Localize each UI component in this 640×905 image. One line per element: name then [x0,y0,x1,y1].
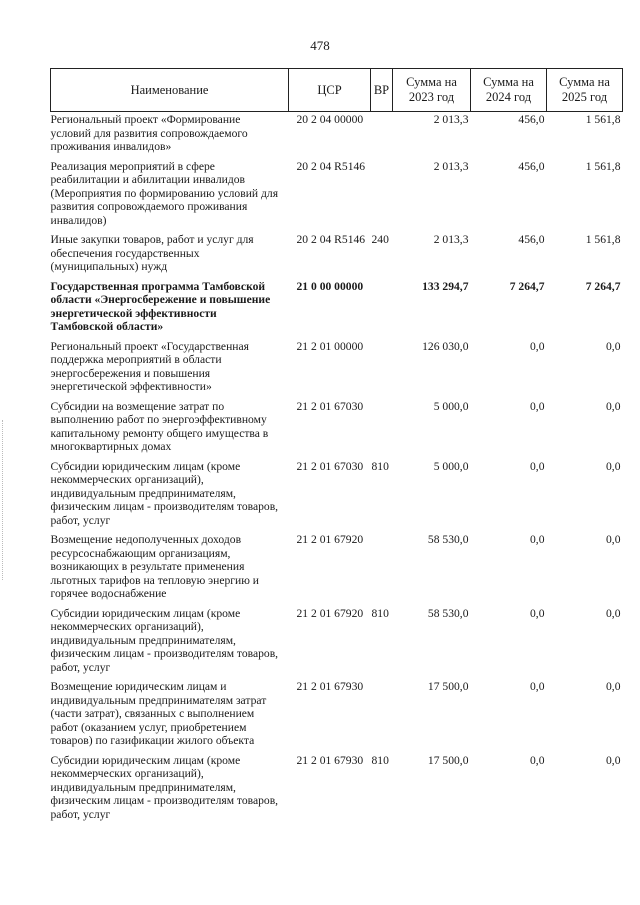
cell-sum-2025: 0,0 [606,753,621,767]
cell-sum-2025: 0,0 [606,680,621,693]
cell-sum-2023: 126 030,0 [422,339,469,353]
cell-sum-2023: 133 294,7 [422,279,469,293]
budget-table [50,68,623,826]
cell-csr: 20 2 04 00000 [296,113,364,126]
cell-name: Субсидии юридическим лицам (кроме некоммерческих организаций), индивидуальным предпринимателям, физическим лицам - производителям товаров, работ, услуг [50,606,279,674]
cell-sum-2025: 1 561,8 [585,159,621,173]
table-header-row [51,69,623,112]
header-sum-2025: Сумма на 2025 год [547,69,623,112]
cell-name: Региональный проект «Формирование условий для развития сопровождаемого проживания инвалидов» [50,113,248,153]
cell-sum-2023: 5 000,0 [433,399,469,413]
cell-name: Возмещение недополученных доходов ресурсоснабжающим организациям, возникающих в результате применения льготных тарифов на тепловую энергию и горячее водоснабжение [50,533,260,600]
table-row [51,279,623,339]
cell-sum-2025: 0,0 [606,339,621,353]
cell-sum-2023: 58 530,0 [427,533,469,546]
cell-sum-2025: 0,0 [606,459,621,473]
cell-name: Возмещение юридическим лицам и индивидуальным предпринимателям затрат (части затрат), связанных с выполнением работ (оказанием услуг, приобретением товаров) по газификации жилого объекта [50,680,267,747]
cell-name: Региональный проект «Государственная поддержка мероприятий в области энергосбережения и повышения энергетической эффективности» [50,339,249,393]
cell-vr: 810 [371,606,389,620]
cell-vr [371,159,393,233]
cell-sum-2023: 2 013,3 [433,159,469,173]
cell-csr: 20 2 04 R5146 [296,233,366,246]
table-row [51,399,623,459]
cell-csr: 21 2 01 67030 [296,459,364,473]
cell-sum-2024: 0,0 [530,680,545,693]
cell-csr: 21 2 01 67920 [296,606,364,620]
table-row [51,159,623,233]
table-row [51,753,623,827]
cell-sum-2024: 456,0 [518,159,545,173]
cell-sum-2024: 0,0 [530,399,545,413]
cell-sum-2025: 1 561,8 [585,113,621,126]
header-sum-2024: Сумма на 2024 год [471,69,547,112]
cell-sum-2025: 0,0 [606,399,621,413]
cell-sum-2024: 0,0 [530,606,545,620]
cell-sum-2023: 2 013,3 [433,113,469,126]
cell-csr: 20 2 04 R5146 [296,159,366,173]
cell-name: Государственная программа Тамбовской области «Энергосбережение и повышение энергетической эффективности Тамбовской области» [50,279,271,333]
cell-name: Субсидии юридическим лицам (кроме некоммерческих организаций), индивидуальным предпринимателям, физическим лицам - производителям товаров, работ, услуг [50,753,279,821]
cell-sum-2025: 0,0 [606,606,621,620]
cell-sum-2023: 58 530,0 [427,606,469,620]
table-row [51,232,623,279]
cell-csr: 21 2 01 67030 [296,399,364,413]
cell-csr: 21 2 01 67930 [296,753,364,767]
cell-name: Субсидии юридическим лицам (кроме некоммерческих организаций), индивидуальным предпринимателям, физическим лицам - производителям товаров, работ, услуг [50,459,279,527]
table-row [51,532,623,606]
cell-sum-2024: 456,0 [518,233,545,246]
cell-sum-2024: 0,0 [530,753,545,767]
cell-sum-2024: 456,0 [518,113,545,126]
margin-mark [2,420,5,580]
table-row [51,339,623,399]
page-number: 478 [310,38,330,53]
cell-vr [371,399,393,459]
table-row [51,112,623,159]
cell-sum-2023: 5 000,0 [433,459,469,473]
cell-sum-2025: 7 264,7 [585,279,621,293]
cell-csr: 21 2 01 67920 [296,533,364,546]
cell-vr [371,679,393,753]
cell-csr: 21 0 00 00000 [296,279,364,293]
cell-name: Иные закупки товаров, работ и услуг для обеспечения государственных (муниципальных) нужд [50,233,254,273]
cell-sum-2023: 17 500,0 [427,680,469,693]
cell-csr: 21 2 01 67930 [296,680,364,693]
cell-vr [371,532,393,606]
cell-sum-2024: 0,0 [530,533,545,546]
cell-vr [371,339,393,399]
cell-vr [371,112,393,159]
header-csr: ЦСР [289,69,371,112]
cell-sum-2023: 2 013,3 [433,233,469,246]
cell-vr: 240 [371,233,389,246]
cell-name: Субсидии на возмещение затрат по выполнению работ по энергоэффективному капитальному ремонту общего имущества в многоквартирных домах [50,399,269,453]
cell-sum-2025: 1 561,8 [585,233,621,246]
header-sum-2023: Сумма на 2023 год [393,69,471,112]
header-name: Наименование [51,69,289,112]
cell-name: Реализация мероприятий в сфере реабилитации и абилитации инвалидов (Мероприятия по формированию условий для развития сопровождаемого проживания инвалидов) [50,159,279,227]
cell-vr: 810 [371,753,389,767]
cell-csr: 21 2 01 00000 [296,339,364,353]
table-row [51,679,623,753]
cell-sum-2024: 7 264,7 [509,279,545,293]
table-row [51,606,623,680]
cell-vr: 810 [371,459,389,473]
header-vr: ВР [371,69,393,112]
cell-sum-2024: 0,0 [530,339,545,353]
table-row [51,459,623,533]
table-body [51,112,623,827]
cell-sum-2024: 0,0 [530,459,545,473]
cell-vr [371,279,393,339]
cell-sum-2025: 0,0 [606,533,621,546]
cell-sum-2023: 17 500,0 [427,753,469,767]
